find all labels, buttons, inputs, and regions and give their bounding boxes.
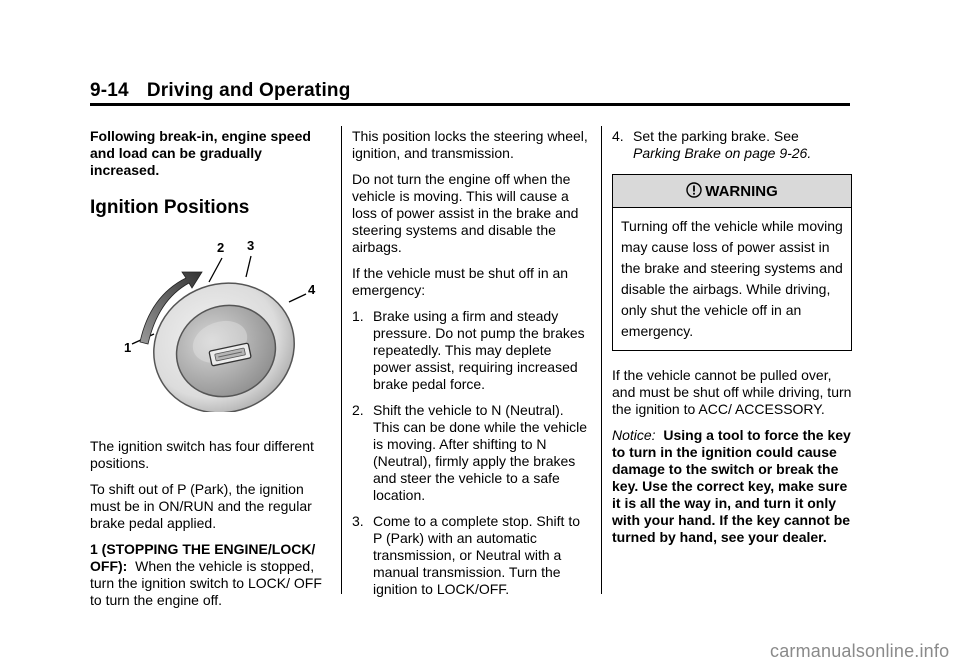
warning-text: Turning off the vehicle while moving may cause loss of power assist in the brake and steering systems and disable the airbags. While driving, only shut the vehicle off in an emergency. — [621, 218, 843, 339]
cross-reference: Parking Brake on page 9-26. — [633, 145, 812, 161]
emergency-steps-list-continued — [612, 128, 852, 162]
pointer-line-4 — [289, 294, 306, 302]
paragraph: To shift out of P (Park), the ignition must be in ON/RUN and the regular brake pedal applied. — [90, 481, 312, 531]
watermark: carmanualsonline.info — [770, 641, 950, 661]
section-title: Ignition Positions — [90, 197, 250, 218]
position-label-3: 3 — [247, 238, 255, 253]
list-item — [352, 308, 592, 393]
paragraph: This position locks the steering wheel, ignition, and transmission. — [352, 128, 588, 161]
step-number: 2. — [352, 402, 364, 418]
step-text: Set the parking brake. See — [633, 128, 799, 144]
emergency-steps-list — [352, 308, 592, 598]
step-text: Brake using a firm and steady pressure. Do not pump the brakes repeatedly. This may deplete power assist, requiring increased brake pedal force. — [373, 308, 585, 392]
column-divider — [601, 126, 602, 594]
list-item — [352, 402, 592, 504]
column-3 — [612, 128, 852, 555]
intro-paragraph: Following break-in, engine speed and load can be gradually increased. — [90, 128, 311, 178]
position-label-4: 4 — [308, 282, 316, 297]
warning-header — [613, 175, 851, 208]
column-divider — [341, 126, 342, 594]
notice-text: Using a tool to force the key to turn in the ignition could cause damage to the switch or break the key. Use the correct key, make sure it is all the way in, and turn it only with your hand. If the key cannot be turned by hand, see your dealer. — [612, 427, 851, 545]
notice-paragraph — [612, 427, 852, 546]
paragraph: The ignition switch has four different positions. — [90, 438, 314, 471]
list-item — [352, 513, 592, 598]
notice-label: Notice: — [612, 427, 656, 443]
ignition-switch-diagram — [106, 230, 328, 412]
paragraph — [90, 541, 330, 609]
section-name: Driving and Operating — [146, 80, 351, 101]
step-text: Shift the vehicle to N (Neutral). This can be done while the vehicle is moving. After shifting to N (Neutral), firmly apply the brakes and steer the vehicle to a safe location. — [373, 402, 588, 503]
pointer-line-3 — [246, 256, 251, 277]
warning-icon — [686, 182, 702, 198]
column-2 — [352, 128, 592, 607]
pointer-line-2 — [209, 258, 222, 282]
step-number: 4. — [612, 128, 624, 144]
paragraph: If the vehicle must be shut off in an emergency: — [352, 265, 569, 298]
paragraph: Do not turn the engine off when the vehicle is moving. This will cause a loss of power assist in the brake and steering systems and disable the airbags. — [352, 171, 579, 255]
position-heading: 1 (STOPPING THE ENGINE/LOCK/ OFF): — [90, 541, 316, 574]
page-number: 9-14 — [90, 80, 129, 101]
paragraph: If the vehicle cannot be pulled over, and must be shut off while driving, turn the ignition to ACC/ ACCESSORY. — [612, 367, 852, 417]
list-item — [612, 128, 852, 162]
step-number: 1. — [352, 308, 364, 324]
position-label-1: 1 — [124, 340, 132, 355]
position-label-2: 2 — [217, 240, 225, 255]
step-number: 3. — [352, 513, 364, 529]
header-rule — [90, 103, 850, 106]
position-text: When the vehicle is stopped, turn the ignition switch to LOCK/ OFF to turn the engine off. — [90, 558, 322, 608]
warning-box — [612, 174, 852, 351]
step-text: Come to a complete stop. Shift to P (Park) with an automatic transmission, or Neutral with a manual transmission. Turn the ignition to LOCK/OFF. — [373, 513, 580, 597]
page-header — [90, 80, 351, 102]
column-1 — [90, 128, 330, 618]
warning-title: WARNING — [705, 183, 778, 200]
